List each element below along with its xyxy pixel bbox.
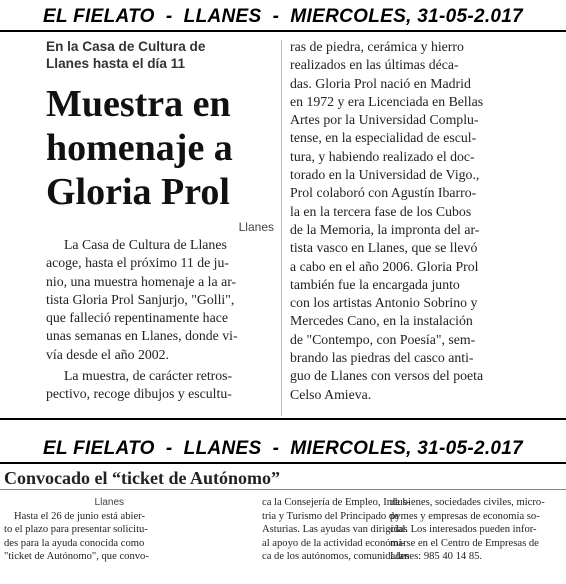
- newspaper-banner-bottom: EL FIELATO - LLANES - MIERCOLES, 31-05-2.017: [43, 438, 523, 459]
- section-divider: [0, 418, 566, 420]
- body-line: brando las piedras del casco anti-: [290, 350, 474, 366]
- body-line: torado en la Universidad de Vigo.,: [290, 167, 480, 183]
- body-line: Asturias. Las ayudas van dirigidas: [262, 524, 408, 536]
- article1-headline: [46, 82, 274, 214]
- body-line: "ticket de Autónomo", que convo-: [4, 551, 149, 563]
- newspaper-banner-top: EL FIELATO - LLANES - MIERCOLES, 31-05-2.017: [43, 6, 523, 27]
- article2-headline: Convocado el “ticket de Autónomo”: [4, 468, 280, 488]
- article1-right-column: [290, 38, 530, 404]
- body-line: ca de los autónomos, comunidades: [262, 551, 410, 563]
- body-line: Artes por la Universidad Complu-: [290, 112, 479, 128]
- body-line: Mercedes Cano, en la instalación: [290, 313, 473, 329]
- body-line: des para la ayuda conocida como: [4, 537, 145, 549]
- body-line: acoge, hasta el próximo 11 de ju-: [46, 255, 230, 271]
- body-line: Celso Amieva.: [290, 386, 372, 402]
- headline-line: Muestra en: [46, 83, 231, 125]
- body-line: de bienes, sociedades civiles, micro-: [390, 497, 545, 508]
- article1-body-left: [46, 236, 274, 404]
- body-line: La Casa de Cultura de Llanes: [64, 237, 227, 252]
- body-line: vía desde el año 2002.: [46, 346, 169, 362]
- body-line: pymes y empresas de economía so-: [390, 510, 540, 522]
- body-line: cial. Los interesados pueden infor-: [390, 524, 537, 536]
- body-line: también fue la encargada junto: [290, 276, 460, 292]
- body-line: de la Memoria, la impronta del ar-: [290, 221, 480, 237]
- banner-rule-bottom: [0, 462, 566, 464]
- body-line: a cabo en el año 2006. Gloria Prol: [290, 258, 479, 274]
- body-line: tista Gloria Prol Sanjurjo, "Golli",: [46, 291, 235, 307]
- body-line: marse en el Centro de Empresas de: [390, 537, 539, 549]
- body-line: Hasta el 26 de junio está abier-: [14, 510, 145, 522]
- body-line: guo de Llanes con versos del poeta: [290, 368, 484, 384]
- article2-column-2: [262, 496, 411, 564]
- body-line: la en la tercera fase de los Cubos: [290, 203, 472, 219]
- body-line: Llanes: 985 40 14 85.: [390, 551, 483, 563]
- body-line: pectivo, recoge dibujos y escultu-: [46, 386, 232, 402]
- body-line: que falleció repentinamente hace: [46, 310, 228, 326]
- column-divider: [281, 40, 282, 416]
- body-line: ca la Consejería de Empleo, Indus-: [262, 497, 411, 508]
- article1-dateline: Llanes: [238, 220, 274, 234]
- article2-headline-rule: [0, 489, 566, 490]
- body-line: La muestra, de carácter retros-: [64, 368, 233, 384]
- article2-column-3: [390, 496, 560, 564]
- body-line: tura, y habiendo realizado el doc-: [290, 148, 475, 164]
- body-line: Prol colaboró con Agustín Ibarro-: [290, 185, 477, 201]
- body-line: al apoyo de la actividad económi-: [262, 537, 406, 549]
- body-line: nio, una muestra homenaje a la ar-: [46, 273, 237, 289]
- body-line: tria y Turismo del Principado de: [262, 510, 399, 522]
- body-line: das. Gloria Prol nació en Madrid: [290, 75, 471, 91]
- article1-left-column: [46, 38, 274, 404]
- body-line: de "Contempo, con Poesía", sem-: [290, 331, 476, 347]
- headline-line: homenaje a: [46, 127, 233, 169]
- body-line: ras de piedra, cerámica y hierro: [290, 39, 464, 54]
- banner-rule-top: [0, 30, 566, 32]
- body-line: realizados en las últimas déca-: [290, 57, 459, 73]
- body-line: en 1972 y era Licenciada en Bellas: [290, 93, 484, 109]
- body-line: to el plazo para presentar solicitu-: [4, 524, 148, 536]
- article1-kicker: [46, 38, 274, 72]
- body-line: con los artistas Antonio Sobrino y: [290, 295, 478, 311]
- headline-line: Gloria Prol: [46, 171, 230, 213]
- kicker-line: Llanes hasta el día 11: [46, 56, 186, 71]
- article2-dateline: Llanes: [94, 497, 124, 508]
- body-line: unas semanas en Llanes, donde vi-: [46, 328, 238, 344]
- kicker-line: En la Casa de Cultura de: [46, 39, 206, 54]
- body-line: tista vasco en Llanes, que se llevó: [290, 240, 478, 256]
- body-line: tense, en la especialidad de escul-: [290, 130, 477, 146]
- article2-column-1: [4, 496, 149, 564]
